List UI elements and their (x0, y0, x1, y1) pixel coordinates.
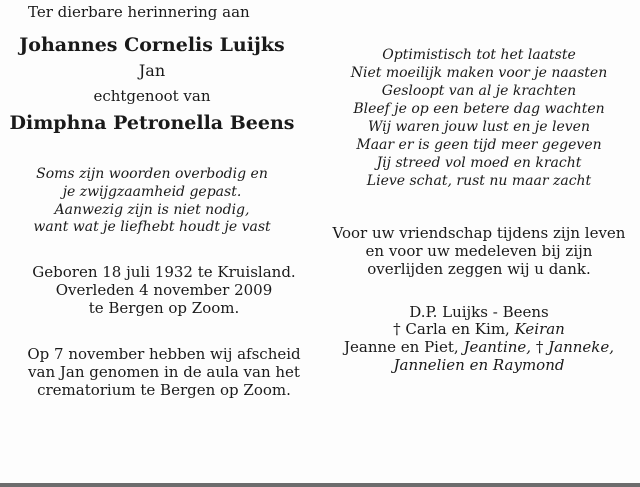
cross-symbol: † (393, 320, 401, 338)
poem-right-line: Wij waren jouw lust en je leven (368, 119, 590, 135)
death-place-text: te Bergen op Zoom. (88, 299, 240, 317)
child-carla: Carla en Kim, (405, 320, 510, 338)
thanks-line: overlijden zeggen wij u dank. (367, 260, 591, 278)
farewell-line: van Jan genomen in de aula van het (28, 363, 300, 381)
card-bottom-edge (0, 483, 640, 487)
poem-right-line: Lieve schat, rust nu maar zacht (366, 173, 592, 189)
child-jeanne: Jeanne en Piet, (343, 338, 459, 356)
poem-right-line: Optimistisch tot het laatste (382, 47, 576, 63)
relation-text: echtgenoot van (93, 87, 211, 105)
poem-left-line: Soms zijn woorden overbodig en (36, 166, 268, 182)
intro-text: Ter dierbare herinnering aan (28, 3, 250, 21)
poem-right-line: Gesloopt van al je krachten (381, 83, 577, 99)
death-text: Overleden 4 november 2009 (55, 281, 273, 299)
poem-right-line: Maar er is geen tijd meer gegeven (356, 137, 602, 153)
poem-right-line: Jij streed vol moed en kracht (376, 155, 582, 171)
farewell-line: Op 7 november hebben wij afscheid (27, 345, 301, 363)
cross-symbol: † (535, 338, 544, 356)
grandchild-keiran: Keiran (514, 320, 565, 338)
poem-right-line: Niet moeilijk maken voor je naasten (350, 65, 608, 81)
family-line-children-1 (318, 322, 640, 337)
birth-text: Geboren 18 juli 1932 te Kruisland. (32, 263, 296, 281)
poem-right-line: Bleef je op een betere dag wachten (353, 101, 605, 117)
spouse-name: Dimphna Petronella Beens (9, 112, 295, 134)
family-line-spouse: D.P. Luijks - Beens (409, 303, 549, 321)
grandchild-janneke: Janneke, (548, 338, 615, 356)
poem-left-line: Aanwezig zijn is niet nodig, (54, 202, 250, 218)
family-line-children-2 (318, 340, 640, 355)
thanks-line: Voor uw vriendschap tijdens zijn leven (332, 224, 626, 242)
deceased-name: Johannes Cornelis Luijks (19, 34, 285, 56)
poem-left-line: want wat je liefhebt houdt je vast (33, 219, 271, 235)
thanks-line: en voor uw medeleven bij zijn (365, 242, 593, 260)
farewell-line: crematorium te Bergen op Zoom. (37, 381, 291, 399)
family-line-grandchildren: Jannelien en Raymond (393, 356, 565, 374)
poem-left-line: je zwijgzaamheid gepast. (62, 184, 242, 200)
grandchild-jeantine: Jeantine, (463, 338, 532, 356)
deceased-nickname: Jan (138, 61, 166, 80)
